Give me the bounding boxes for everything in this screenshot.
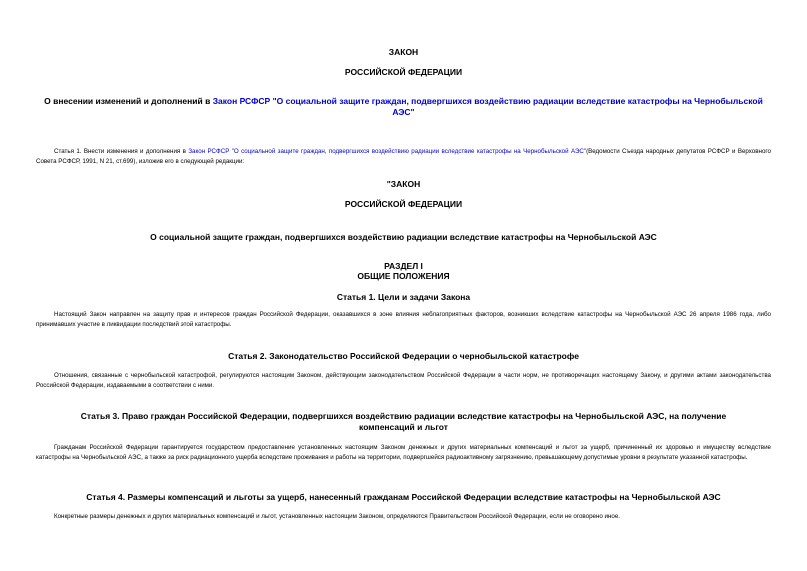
article-4-heading: Статья 4. Размеры компенсаций и льготы за ущерб, нанесенный гражданам Российской Федерации вследствие катастрофы на Чернобыльской АЭС xyxy=(86,492,721,502)
section-number: РАЗДЕЛ I xyxy=(384,261,423,271)
article-1-text: Настоящий Закон направлен на защиту прав и интересов граждан Российской Федерации, оказавшихся в зоне влияния неблагоприятных факторов, возникших вследствие катастрофы на Чернобыльской АЭС 26 апреля 1986 года, либо принимавших участие в ликвидации последствий этой катастрофы. xyxy=(36,311,771,328)
article-3-text: Гражданам Российской Федерации гарантируется государством предоставление установленных настоящим Законом денежных и других материальных компенсаций и льгот за ущерб, причиненный их здоровью и имуществу вследствие катастрофы на Чернобыльской АЭС, а также за риск радиационного ущерба вследствие проживания и работы на территории, подвергшейся радиоактивному загрязнению, превышающему допустимые уровни в результате указанной катастрофы. xyxy=(36,444,771,461)
inner-law-title: О социальной защите граждан, подвергшихся воздействию радиации вследствие катастрофы на Чернобыльской АЭС xyxy=(150,232,657,242)
law-heading: ЗАКОН xyxy=(388,47,419,57)
amendment-article-1-prefix: Статья 1. Внести изменения и дополнения в xyxy=(54,148,186,155)
amendment-article-1 xyxy=(36,147,771,166)
article-1-heading: Статья 1. Цели и задачи Закона xyxy=(336,292,471,302)
article-2-text: Отношения, связанные с чернобыльской катастрофой, регулируются настоящим Законом, действующим законодательством Российской Федерации в части норм, не противоречащих настоящему Закону, и другими актами законодательства Российской Федерации, издаваемыми в соответствии с ними. xyxy=(36,372,771,389)
federation-heading: РОССИЙСКОЙ ФЕДЕРАЦИИ xyxy=(344,67,463,77)
amendment-law-link[interactable]: Закон РСФСР "О социальной защите граждан, подвергшихся воздействию радиации вследствие катастрофы на Чернобыльской АЭС" xyxy=(188,148,587,155)
document-title-prefix: О внесении изменений и дополнений в xyxy=(44,96,211,106)
section-title: ОБЩИЕ ПОЛОЖЕНИЯ xyxy=(357,271,450,281)
inner-law-heading: "ЗАКОН xyxy=(386,179,421,189)
amended-law-link[interactable]: Закон РСФСР "О социальной защите граждан, подвергшихся воздействию радиации вследствие катастрофы на Чернобыльской АЭС" xyxy=(212,96,763,117)
article-4-text: Конкретные размеры денежных и других материальных компенсаций и льгот, установленных настоящим Законом, определяются Правительством Российской Федерации, если не оговорено иное. xyxy=(54,513,621,520)
amendment-article-1-suffix: (Ведомости Съезда народных депутатов РСФСР и Верховного Совета РСФСР, 1991, N 21, ст.699), изложив его в следующей редакции: xyxy=(36,148,771,165)
document-title xyxy=(36,96,771,118)
article-2-heading: Статья 2. Законодательство Российской Федерации о чернобыльской катастрофе xyxy=(228,351,579,361)
article-3-heading: Статья 3. Право граждан Российской Федерации, подвергшихся воздействию радиации вследствие катастрофы на Чернобыльской АЭС, на получение компенсаций и льгот xyxy=(80,411,727,432)
inner-federation-heading: РОССИЙСКОЙ ФЕДЕРАЦИИ xyxy=(344,199,463,209)
